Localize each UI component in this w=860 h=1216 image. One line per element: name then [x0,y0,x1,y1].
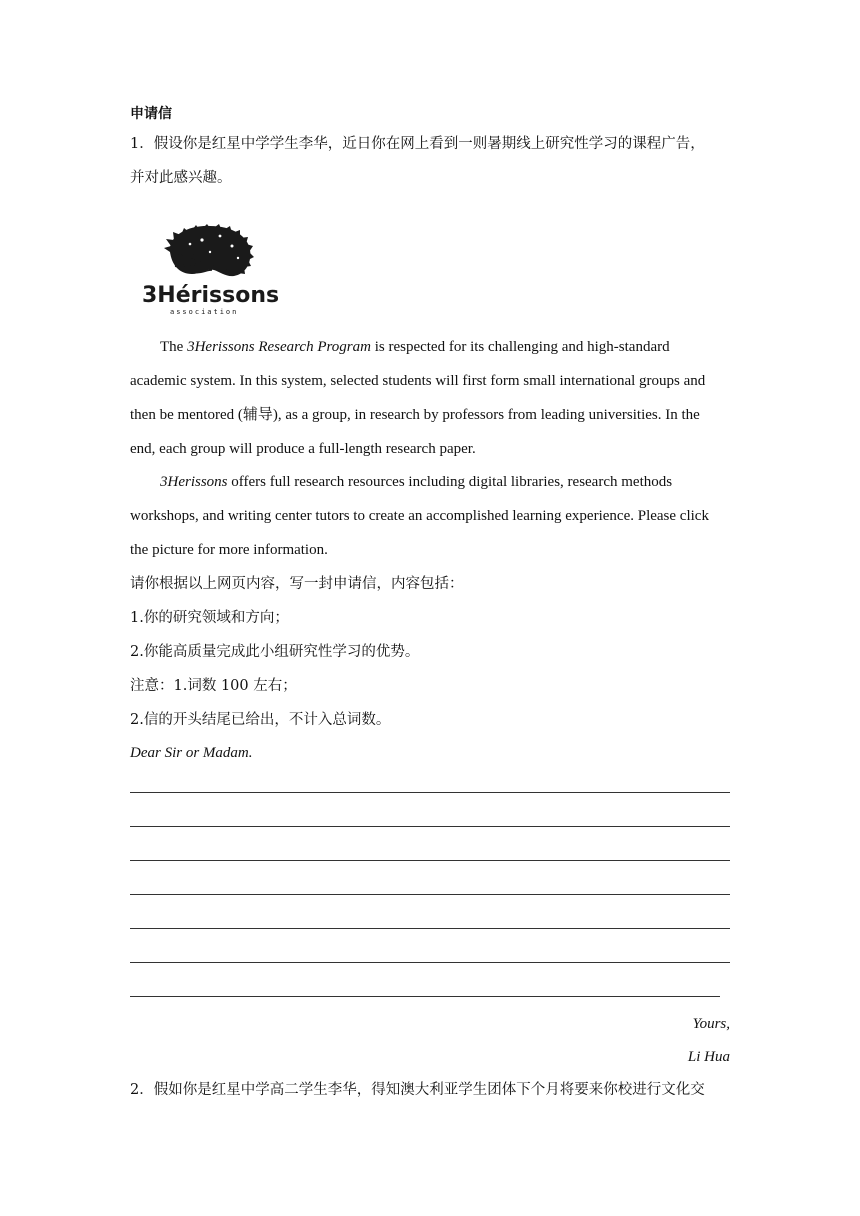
program-short-name: 3Herissons [160,474,228,490]
hedgehog-icon [140,222,285,318]
ad-paragraph-1-line-1 [160,337,730,357]
question-1-line-1: 1．假设你是红星中学学生李华，近日你在网上看到一则暑期线上研究性学习的课程广告， [130,136,705,152]
letter-closing: Yours, [692,1016,730,1032]
ad-paragraph-1-line-4: end, each group will produce a full-length research paper. [130,441,476,457]
ad-paragraph-1-line-2: academic system. In this system, selected students will first form small international groups and [130,373,706,389]
ad-text: is respected for its challenging and high-standard [370,339,670,355]
letter-signature: Li Hua [687,1049,730,1065]
ad-paragraph-2-line-3: the picture for more information. [130,542,328,558]
answer-line[interactable] [130,826,730,827]
instructions-item-2: 2.你能高质量完成此小组研究性学习的优势。 [130,644,420,660]
answer-line[interactable] [130,996,720,997]
instructions-note-2: 2.信的开头结尾已给出，不计入总词数。 [130,712,391,728]
logo-subtext: association [170,308,239,316]
question-1-line-2: 并对此感兴趣。 [130,170,232,186]
instructions-item-1: 1.你的研究领域和方向； [130,610,289,626]
answer-line[interactable] [130,860,730,861]
answer-line[interactable] [130,928,730,929]
answer-line[interactable] [130,792,730,793]
section-heading: 申请信 [130,106,172,122]
instructions-note-1: 注意：1.词数 100 左右； [130,678,297,694]
instructions-intro: 请你根据以上网页内容，写一封申请信，内容包括： [130,576,464,592]
ad-paragraph-2-line-1 [160,472,730,492]
question-2-line-1: 2．假如你是红星中学高二学生李华，得知澳大利亚学生团体下个月将要来你校进行文化交 [130,1082,705,1098]
logo-text: 3Hérissons [142,283,280,308]
answer-line[interactable] [130,962,730,963]
program-name: 3Herissons Research Program [187,339,371,355]
ad-paragraph-1-line-3: then be mentored (辅导), as a group, in research by professors from leading universities. In the [130,407,700,423]
answer-line[interactable] [130,894,730,895]
herissons-logo[interactable] [140,222,285,318]
ad-paragraph-2-line-2: workshops, and writing center tutors to create an accomplished learning experience. Please click [130,508,709,524]
ad-text: The [160,339,188,355]
letter-salutation: Dear Sir or Madam. [130,745,253,761]
ad-text: offers full research resources including digital libraries, research methods [227,474,673,490]
